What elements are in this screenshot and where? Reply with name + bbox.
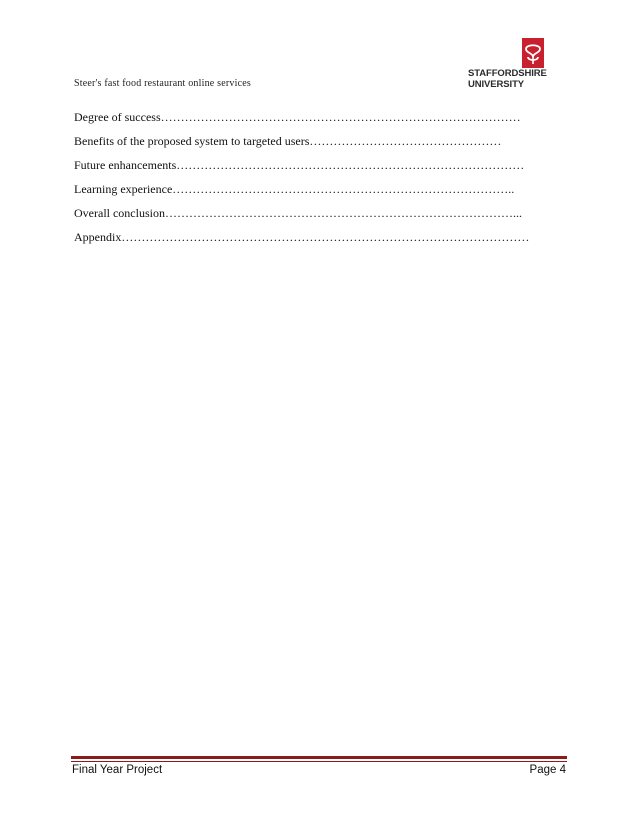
footer-document-title: Final Year Project: [72, 764, 163, 776]
toc-entry-degree-of-success: Degree of success………………………………………………………………………………: [74, 110, 521, 124]
footer-page-number: Page 4: [529, 764, 566, 776]
footer-rule-thick: [71, 756, 567, 759]
footer-rule-thin: [71, 761, 567, 762]
logo-wordmark: [468, 69, 560, 90]
knot-crest-icon: [522, 38, 544, 68]
logo-text-line1: STAFFORDSHIRE: [468, 68, 547, 79]
toc-entry-benefits: Benefits of the proposed system to targeted users…………………………………………: [74, 134, 502, 148]
toc-entry-appendix: Appendix…………………………………………………………………………………………: [74, 230, 530, 244]
toc-entry-learning-experience: Learning experience…………………………………………………………………………..: [74, 182, 515, 196]
logo-text-line2: UNIVERSITY: [468, 78, 525, 90]
toc-entry-future-enhancements: Future enhancements……………………………………………………………………………: [74, 158, 525, 172]
header-title: Steer's fast food restaurant online services: [74, 78, 251, 89]
toc-entry-overall-conclusion: Overall conclusion……………………………………………………………………………...: [74, 206, 522, 220]
university-logo: [468, 38, 560, 96]
